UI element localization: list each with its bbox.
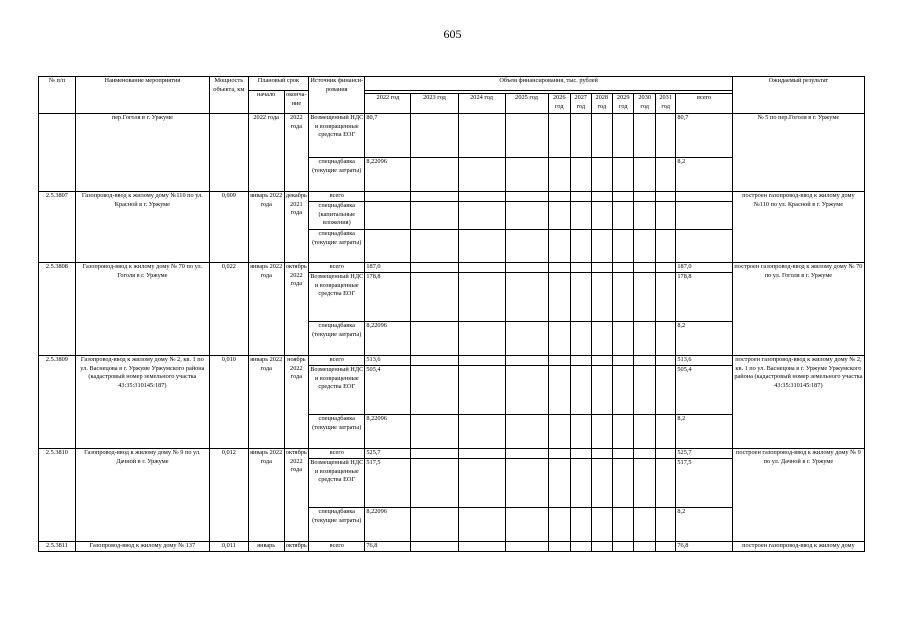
row-year-empty xyxy=(634,542,655,552)
row-year-empty xyxy=(458,449,505,459)
row-start: 2022 года xyxy=(248,114,284,192)
row-name: Газопровод-ввод к жилому дому №110 по ул. Красной в г. Уржуме xyxy=(75,192,209,263)
row-year-empty xyxy=(505,322,548,356)
row-start: январь 2022 года xyxy=(248,449,284,542)
row-year-empty xyxy=(458,459,505,508)
row-year-empty xyxy=(505,202,548,230)
row-number: 2.5.3808 xyxy=(39,263,76,356)
row-year-empty xyxy=(548,459,571,508)
row-number: 2.5.3811 xyxy=(39,542,76,552)
row-year-empty xyxy=(548,356,571,366)
row-source: спецнадбавка (текущие затраты) xyxy=(309,230,365,263)
row-year-empty xyxy=(612,158,633,192)
row-year-empty xyxy=(505,158,548,192)
row-year-empty xyxy=(591,366,612,415)
row-year-empty xyxy=(634,322,655,356)
row-capacity xyxy=(209,114,248,192)
row-year-empty xyxy=(591,263,612,273)
row-year-empty xyxy=(458,263,505,273)
row-year-empty xyxy=(505,415,548,449)
row-result: построен газопровод-ввод к жилому дому № 2, кв. 1 по ул. Васнецова в г. Уржуме Уржумского района (кадастровый номер земельного участка 43:35:310145:187) xyxy=(732,356,864,449)
row-year-empty xyxy=(411,322,458,356)
row-2022: 8,22096 xyxy=(365,415,411,449)
row-name: Газопровод-ввод к жилому дому № 70 по ул. Гоголя в г. Уржуме xyxy=(75,263,209,356)
row-total: 8,2 xyxy=(676,322,732,356)
row-year-empty xyxy=(612,356,633,366)
row-year-empty xyxy=(612,366,633,415)
row-year-empty xyxy=(411,202,458,230)
row-year-empty xyxy=(634,273,655,322)
row-year-empty xyxy=(571,542,591,552)
row-year-empty xyxy=(612,273,633,322)
row-year-empty xyxy=(571,356,591,366)
row-year-empty xyxy=(548,230,571,263)
row-source: спецнадбавка (текущие затраты) xyxy=(309,508,365,542)
row-end: декабрь 2021 года xyxy=(284,192,309,263)
row-year-empty xyxy=(591,273,612,322)
row-source: всего xyxy=(309,542,365,552)
row-name: Газопровод-ввод к жилому дому № 2, кв. 1 по ул. Васнецова в г. Уржуме Уржумского района (кадастровый номер земельного участка 43:35:310145:187) xyxy=(75,356,209,449)
row-year-empty xyxy=(411,449,458,459)
header-year: 2024 год xyxy=(458,94,505,114)
row-end: ноябрь 2022 года xyxy=(284,356,309,449)
row-year-empty xyxy=(505,449,548,459)
row-year-empty xyxy=(612,230,633,263)
row-year-empty xyxy=(634,356,655,366)
row-start: январь 2022 года xyxy=(248,263,284,356)
row-year-empty xyxy=(458,508,505,542)
row-year-empty xyxy=(612,202,633,230)
row-year-empty xyxy=(655,263,675,273)
row-year-empty xyxy=(458,322,505,356)
row-year-empty xyxy=(612,322,633,356)
row-year-empty xyxy=(548,273,571,322)
row-year-empty xyxy=(591,202,612,230)
row-year-empty xyxy=(571,459,591,508)
row-2022: 8,22096 xyxy=(365,158,411,192)
header-capacity: Мощность объекта, км xyxy=(209,77,248,114)
row-year-empty xyxy=(634,508,655,542)
header-period: Плановый срок xyxy=(248,77,308,91)
row-year-empty xyxy=(612,459,633,508)
row-year-empty xyxy=(591,158,612,192)
row-year-empty xyxy=(548,322,571,356)
row-year-empty xyxy=(634,230,655,263)
row-year-empty xyxy=(612,415,633,449)
row-year-empty xyxy=(505,542,548,552)
row-result: построен газопровод-ввод к жилому дому № 9 по ул. Дачной в г. Уржуме xyxy=(732,449,864,542)
row-year-empty xyxy=(411,273,458,322)
row-capacity: 0,011 xyxy=(209,542,248,552)
header-year: 2022 год xyxy=(365,94,411,114)
funding-table xyxy=(38,76,865,552)
row-year-empty xyxy=(591,449,612,459)
row-year-empty xyxy=(411,158,458,192)
row-2022: 76,8 xyxy=(365,542,411,552)
row-year-empty xyxy=(612,508,633,542)
row-year-empty xyxy=(571,192,591,202)
table-row xyxy=(39,542,865,552)
row-year-empty xyxy=(634,366,655,415)
row-year-empty xyxy=(591,542,612,552)
row-year-empty xyxy=(458,230,505,263)
row-year-empty xyxy=(548,158,571,192)
row-year-empty xyxy=(505,273,548,322)
row-year-empty xyxy=(571,273,591,322)
row-start: январь 2022 года xyxy=(248,192,284,263)
row-2022 xyxy=(365,192,411,202)
row-year-empty xyxy=(591,322,612,356)
row-total: 178,8 xyxy=(676,273,732,322)
row-year-empty xyxy=(411,230,458,263)
row-source: Возмещенный НДС и возвращенные средства ЕОГ xyxy=(309,459,365,508)
row-capacity: 0,009 xyxy=(209,192,248,263)
row-2022 xyxy=(365,202,411,230)
header-result: Ожидаемый результат xyxy=(732,77,864,114)
row-2022: 525,7 xyxy=(365,449,411,459)
row-year-empty xyxy=(458,366,505,415)
row-end: октябрь 2022 года xyxy=(284,263,309,356)
row-year-empty xyxy=(655,114,675,158)
row-2022: 8,22096 xyxy=(365,322,411,356)
row-year-empty xyxy=(655,192,675,202)
row-result: построен газопровод-ввод к жилому дому № 70 по ул. Гоголя в г. Уржуме xyxy=(732,263,864,356)
row-year-empty xyxy=(571,508,591,542)
row-total: 513,6 xyxy=(676,356,732,366)
row-year-empty xyxy=(634,459,655,508)
row-year-empty xyxy=(411,366,458,415)
row-source: спецнадбавка (капитальные вложения) xyxy=(309,202,365,230)
row-year-empty xyxy=(571,114,591,158)
row-capacity: 0,012 xyxy=(209,449,248,542)
row-year-empty xyxy=(548,202,571,230)
row-year-empty xyxy=(612,449,633,459)
row-year-empty xyxy=(655,202,675,230)
row-2022: 187,0 xyxy=(365,263,411,273)
table-row xyxy=(39,356,865,366)
row-year-empty xyxy=(548,366,571,415)
row-total xyxy=(676,230,732,263)
row-result: построен газопровод-ввод к жилому дому №110 по ул. Красной в г. Уржуме xyxy=(732,192,864,263)
row-year-empty xyxy=(411,508,458,542)
row-year-empty xyxy=(505,192,548,202)
table-row xyxy=(39,192,865,202)
row-year-empty xyxy=(591,192,612,202)
row-year-empty xyxy=(655,508,675,542)
row-2022: 513,6 xyxy=(365,356,411,366)
row-number: 2.5.3807 xyxy=(39,192,76,263)
row-2022: 80,7 xyxy=(365,114,411,158)
row-year-empty xyxy=(655,459,675,508)
row-year-empty xyxy=(458,356,505,366)
row-number: 2.5.3809 xyxy=(39,356,76,449)
row-year-empty xyxy=(612,263,633,273)
row-start: январь xyxy=(248,542,284,552)
row-2022: 8,22096 xyxy=(365,508,411,542)
row-name: пер.Гоголя в г. Уржуме xyxy=(75,114,209,192)
row-year-empty xyxy=(591,508,612,542)
row-year-empty xyxy=(411,542,458,552)
row-year-empty xyxy=(548,263,571,273)
row-2022 xyxy=(365,230,411,263)
row-year-empty xyxy=(612,114,633,158)
row-source: всего xyxy=(309,449,365,459)
header-period-start: начало xyxy=(248,91,284,114)
header-year: 2026 год xyxy=(548,94,571,114)
row-year-empty xyxy=(458,192,505,202)
header-year: 2027 год xyxy=(571,94,591,114)
row-year-empty xyxy=(655,230,675,263)
row-year-empty xyxy=(655,322,675,356)
row-year-empty xyxy=(411,192,458,202)
row-year-empty xyxy=(411,114,458,158)
row-year-empty xyxy=(634,263,655,273)
row-year-empty xyxy=(505,356,548,366)
row-year-empty xyxy=(548,114,571,158)
row-year-empty xyxy=(634,449,655,459)
row-year-empty xyxy=(505,459,548,508)
row-year-empty xyxy=(634,158,655,192)
row-year-empty xyxy=(655,273,675,322)
table-row xyxy=(39,263,865,273)
row-year-empty xyxy=(612,542,633,552)
row-year-empty xyxy=(571,202,591,230)
row-year-empty xyxy=(571,263,591,273)
row-year-empty xyxy=(505,114,548,158)
row-year-empty xyxy=(505,366,548,415)
row-year-empty xyxy=(571,449,591,459)
row-source: всего xyxy=(309,356,365,366)
row-number: 2.5.3810 xyxy=(39,449,76,542)
header-year: 2030 год xyxy=(634,94,655,114)
row-name: Газопровод-ввод к жилому дому № 9 по ул. Дачной в г. Уржуме xyxy=(75,449,209,542)
header-year: 2025 год xyxy=(505,94,548,114)
row-year-empty xyxy=(591,230,612,263)
row-year-empty xyxy=(591,114,612,158)
row-year-empty xyxy=(571,230,591,263)
row-start: январь 2022 года xyxy=(248,356,284,449)
row-total: 525,7 xyxy=(676,449,732,459)
row-total: 76,8 xyxy=(676,542,732,552)
row-year-empty xyxy=(612,192,633,202)
row-year-empty xyxy=(571,158,591,192)
header-total: всего xyxy=(676,94,732,114)
row-name: Газопровод-ввод к жилому дому № 137 xyxy=(75,542,209,552)
row-year-empty xyxy=(505,508,548,542)
row-total: 505,4 xyxy=(676,366,732,415)
row-year-empty xyxy=(548,415,571,449)
row-total: 8,2 xyxy=(676,508,732,542)
row-year-empty xyxy=(655,449,675,459)
row-year-empty xyxy=(505,230,548,263)
row-total: 80,7 xyxy=(676,114,732,158)
row-end: 2022 года xyxy=(284,114,309,192)
row-total: 187,0 xyxy=(676,263,732,273)
row-total: 8,2 xyxy=(676,158,732,192)
row-source: Возмещенный НДС и возвращенные средства ЕОГ xyxy=(309,366,365,415)
header-year: 2031 год xyxy=(655,94,675,114)
row-year-empty xyxy=(634,415,655,449)
row-year-empty xyxy=(591,356,612,366)
row-year-empty xyxy=(411,356,458,366)
row-source: спецнадбавка (текущие затраты) xyxy=(309,415,365,449)
row-year-empty xyxy=(655,158,675,192)
row-year-empty xyxy=(571,366,591,415)
row-source: спецнадбавка (текущие затраты) xyxy=(309,322,365,356)
row-year-empty xyxy=(548,542,571,552)
row-source: всего xyxy=(309,263,365,273)
row-year-empty xyxy=(548,508,571,542)
row-2022: 178,8 xyxy=(365,273,411,322)
row-year-empty xyxy=(655,415,675,449)
row-2022: 505,4 xyxy=(365,366,411,415)
row-year-empty xyxy=(548,449,571,459)
row-year-empty xyxy=(458,542,505,552)
row-year-empty xyxy=(458,114,505,158)
row-source: спецнадбавка (текущие затраты) xyxy=(309,158,365,192)
row-year-empty xyxy=(458,415,505,449)
row-year-empty xyxy=(634,192,655,202)
row-year-empty xyxy=(411,415,458,449)
row-total: 517,5 xyxy=(676,459,732,508)
header-funding: Объем финансирования, тыс. рублей xyxy=(365,77,732,91)
row-year-empty xyxy=(655,356,675,366)
row-capacity: 0,022 xyxy=(209,263,248,356)
row-year-empty xyxy=(458,158,505,192)
header-year: 2029 год xyxy=(612,94,633,114)
header-year: 2028 год xyxy=(591,94,612,114)
row-year-empty xyxy=(591,459,612,508)
row-2022: 517,5 xyxy=(365,459,411,508)
header-source: Источник финанси- рования xyxy=(309,77,365,114)
header-name: Наименование мероприятия xyxy=(75,77,209,114)
row-total xyxy=(676,192,732,202)
row-result: № 5 по пер.Гоголя в г. Уржуме xyxy=(732,114,864,192)
row-result: построен газопровод-ввод к жилому дому xyxy=(732,542,864,552)
row-year-empty xyxy=(571,415,591,449)
row-year-empty xyxy=(634,202,655,230)
row-year-empty xyxy=(411,459,458,508)
table-row xyxy=(39,114,865,158)
row-year-empty xyxy=(655,542,675,552)
row-year-empty xyxy=(591,415,612,449)
row-source: Возмещенный НДС и возвращенные средства ЕОГ xyxy=(309,273,365,322)
page-number: 605 xyxy=(443,27,462,41)
row-year-empty xyxy=(655,366,675,415)
row-source: всего xyxy=(309,192,365,202)
header-period-end: оконча- ние xyxy=(284,91,309,114)
row-year-empty xyxy=(458,202,505,230)
row-year-empty xyxy=(458,273,505,322)
row-year-empty xyxy=(411,263,458,273)
row-capacity: 0,010 xyxy=(209,356,248,449)
row-year-empty xyxy=(571,322,591,356)
row-total: 8,2 xyxy=(676,415,732,449)
row-end: октябрь 2022 года xyxy=(284,449,309,542)
row-year-empty xyxy=(505,263,548,273)
row-year-empty xyxy=(548,192,571,202)
header-no: № п/п xyxy=(39,77,76,114)
row-year-empty xyxy=(634,114,655,158)
row-end: октябрь xyxy=(284,542,309,552)
table-row xyxy=(39,449,865,459)
header-year: 2023 год xyxy=(411,94,458,114)
row-total xyxy=(676,202,732,230)
row-source: Возмещенный НДС и возвращенные средства ЕОГ xyxy=(309,114,365,158)
row-number xyxy=(39,114,76,192)
